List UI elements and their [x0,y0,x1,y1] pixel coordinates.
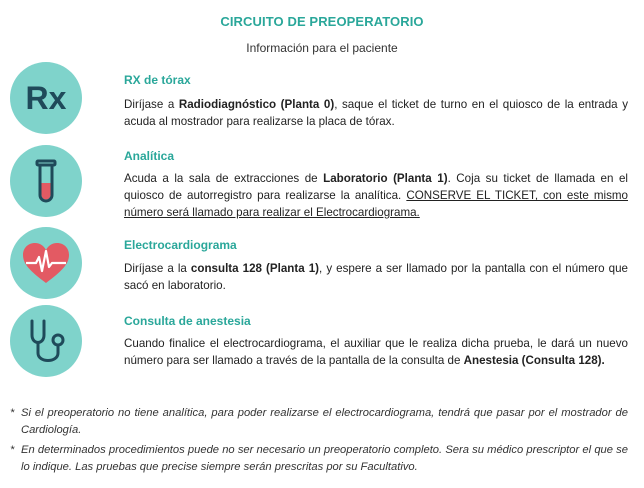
page-subtitle: Información para el paciente [246,41,398,55]
section-title-anestesia: Consulta de anestesia [124,314,251,328]
footnote-marker: * [10,407,15,419]
heart-ecg-icon [10,227,82,299]
test-tube-icon [10,145,82,217]
rx-icon-label: Rx [25,80,67,116]
page-title: CIRCUITO DE PREOPERATORIO [220,14,424,29]
section-title-ecg: Electrocardiograma [124,238,237,252]
stethoscope-icon [10,305,82,377]
section-body-anestesia: Cuando finalice el electrocardiograma, el auxiliar que le realiza dicha prueba, le dará un nuevo número para ser llamado a través de la pantalla de la consulta de Anestesia (Consulta 128). [124,337,628,367]
section-title-analitica: Analítica [124,149,175,163]
footnote-cardiologia: * Si el preoperatorio no tiene analítica, para poder realizarse el electrocardiograma, tendrá que pasar por el mostrador de Cardiología. [10,407,628,436]
section-body-ecg: Diríjase a la consulta 128 (Planta 1), y espere a ser llamado por la pantalla con el número que sacó en laboratorio. [124,262,629,292]
footnote-procedimientos: * En determinados procedimientos puede no ser necesario un preoperatorio completo. Sera su médico prescriptor el que se lo indique. Las pruebas que precise siempre serán prescritas por su Facultativo. [10,444,628,473]
section-title-rx: RX de tórax [124,73,191,87]
section-body-analitica: Acuda a la sala de extracciones de Laboratorio (Planta 1). Coja su ticket de llamada en el quiosco de autorregistro para realizarse la analítica. CONSERVE EL TICKET, con este mismo número será llamado para realizar el Electrocardiograma. [124,172,629,219]
section-body-rx: Diríjase a Radiodiagnóstico (Planta 0), saque el ticket de turno en el quiosco de la entrada y acuda al mostrador para realizarse la placa de tórax. [124,98,628,128]
footnote-marker: * [10,444,15,456]
rx-icon [10,62,82,134]
